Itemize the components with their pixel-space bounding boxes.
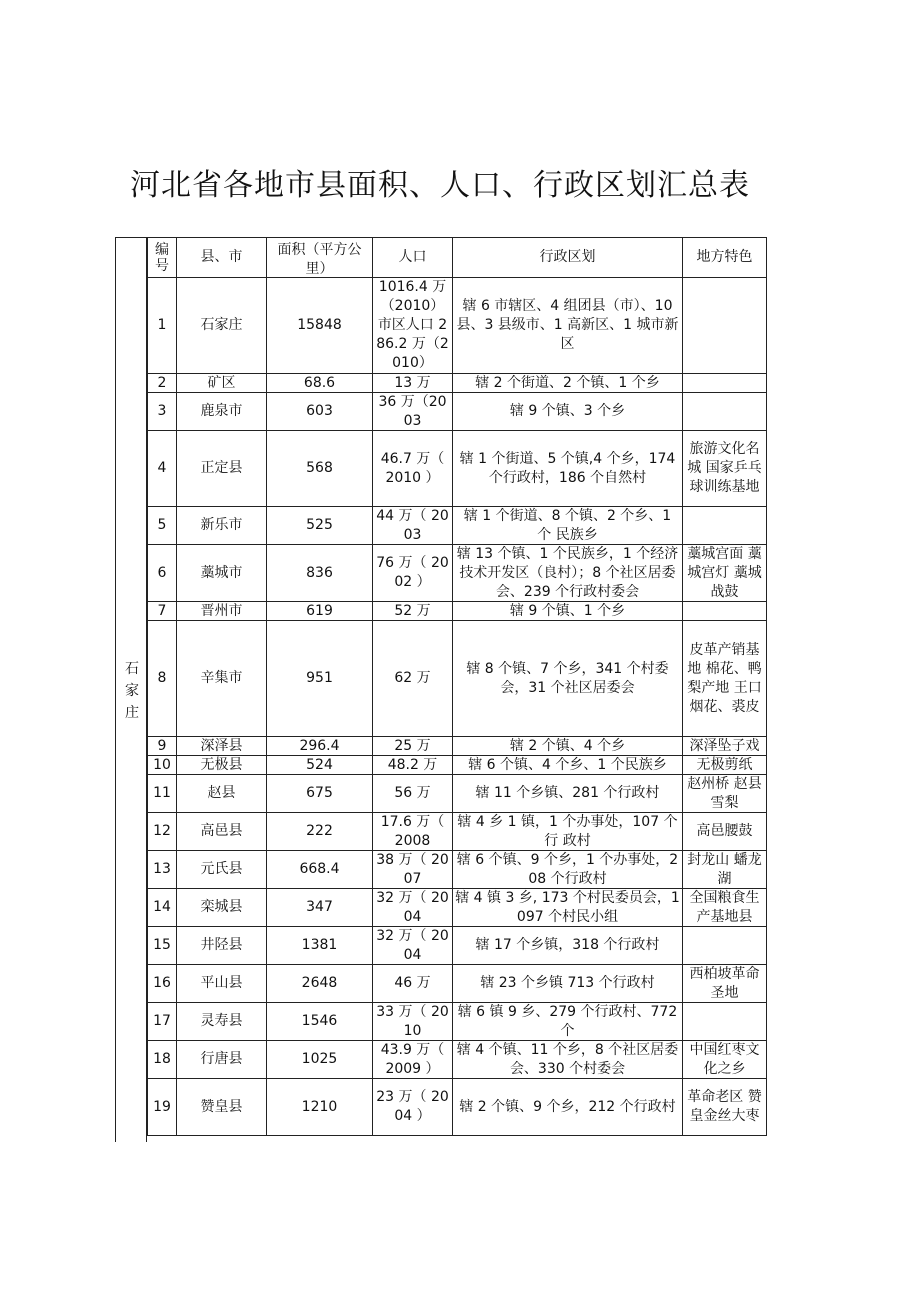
cell-feature-text: 赵州桥 赵县雪梨 <box>687 776 762 811</box>
cell-no-text: 2 <box>157 375 167 391</box>
table-row <box>148 737 767 756</box>
table-row <box>148 431 767 507</box>
cell-population-text: 33 万（ 2010 <box>376 1004 449 1039</box>
cell-area <box>267 431 373 507</box>
cell-area <box>267 927 373 965</box>
cell-area <box>267 737 373 756</box>
cell-division-text: 辖 1 个街道、8 个镇、2 个乡、1 个 民族乡 <box>463 508 672 543</box>
cell-area-text: 2648 <box>301 975 338 991</box>
cell-population-text: 52 万 <box>394 603 431 619</box>
cell-name-text: 平山县 <box>200 975 243 991</box>
cell-name-text: 行唐县 <box>200 1051 243 1067</box>
cell-name <box>177 1079 267 1136</box>
cell-division-text: 辖 6 镇 9 乡、279 个行政村、772 个 <box>457 1004 678 1039</box>
cell-no-text: 4 <box>157 460 167 476</box>
cell-no-text: 13 <box>153 861 171 877</box>
cell-no <box>148 621 177 737</box>
cell-no-text: 1 <box>157 317 167 333</box>
cell-population-text: 48.2 万 <box>387 757 438 773</box>
table-row <box>148 1079 767 1136</box>
cell-no <box>148 1079 177 1136</box>
cell-no <box>148 965 177 1003</box>
cell-no-text: 9 <box>157 738 167 754</box>
cell-division <box>453 393 683 431</box>
cell-population <box>373 431 453 507</box>
cell-feature <box>683 756 767 775</box>
cell-name <box>177 278 267 374</box>
cell-name-text: 深泽县 <box>200 738 243 754</box>
cell-population-text: 32 万（ 2004 <box>376 890 449 925</box>
header-feature: 地方特色 <box>683 238 767 278</box>
cell-population <box>373 1079 453 1136</box>
cell-population <box>373 965 453 1003</box>
cell-no-text: 18 <box>153 1051 171 1067</box>
cell-no <box>148 756 177 775</box>
cell-division <box>453 927 683 965</box>
cell-area <box>267 621 373 737</box>
cell-name <box>177 775 267 813</box>
cell-name-text: 辛集市 <box>200 670 243 686</box>
cell-population <box>373 813 453 851</box>
cell-no <box>148 278 177 374</box>
cell-feature-text: 皮革产销基地 棉花、鸭梨产地 王口烟花、裘皮 <box>687 641 762 715</box>
cell-no <box>148 927 177 965</box>
cell-population-text: 36 万（2003 <box>378 394 447 429</box>
cell-division-text: 辖 17 个乡镇，318 个行政村 <box>475 937 660 953</box>
cell-area-text: 15848 <box>297 317 342 333</box>
cell-population-text: 44 万（ 2003 <box>376 508 449 543</box>
cell-area-text: 524 <box>306 757 333 773</box>
cell-population-text: 38 万（ 2007 <box>376 852 449 887</box>
table-row <box>148 1041 767 1079</box>
cell-area-text: 619 <box>306 603 333 619</box>
cell-name-text: 灵寿县 <box>200 1013 243 1029</box>
cell-population-text: 46.7 万（ 2010 ） <box>380 450 445 486</box>
cell-division <box>453 621 683 737</box>
cell-no <box>148 393 177 431</box>
cell-area-text: 951 <box>306 670 333 686</box>
cell-population-text: 17.6 万（ 2008 <box>380 814 445 849</box>
cell-feature <box>683 1003 767 1041</box>
cell-no-text: 8 <box>157 670 167 686</box>
cell-no <box>148 1003 177 1041</box>
cell-population <box>373 851 453 889</box>
cell-population-text: 56 万 <box>394 785 431 801</box>
cell-area-text: 222 <box>306 823 333 839</box>
cell-population-text: 23 万（ 2004 ） <box>376 1089 449 1124</box>
cell-division <box>453 507 683 545</box>
cell-no <box>148 889 177 927</box>
cell-division-text: 辖 23 个乡镇 713 个行政村 <box>480 975 655 991</box>
table-row <box>148 621 767 737</box>
cell-name-text: 元氏县 <box>200 861 243 877</box>
cell-area-text: 347 <box>306 899 333 915</box>
cell-division-text: 辖 11 个乡镇、281 个行政村 <box>475 785 660 801</box>
cell-feature-text: 西柏坡革命圣地 <box>689 966 760 1001</box>
cell-no-text: 12 <box>153 823 171 839</box>
cell-division-text: 辖 6 个镇、9 个乡，1 个办事处，208 个行政村 <box>456 852 679 887</box>
cell-population <box>373 889 453 927</box>
cell-population <box>373 1003 453 1041</box>
cell-no <box>148 775 177 813</box>
cell-population <box>373 374 453 393</box>
cell-name-text: 正定县 <box>200 460 243 476</box>
cell-feature-text: 无极剪纸 <box>696 757 753 773</box>
cell-area <box>267 813 373 851</box>
cell-area <box>267 545 373 602</box>
cell-no-text: 10 <box>153 757 171 773</box>
cell-population-text: 43.9 万（ 2009 ） <box>380 1042 445 1077</box>
cell-name-text: 赞皇县 <box>200 1098 243 1115</box>
cell-name-text: 高邑县 <box>200 823 243 839</box>
cell-population-text: 76 万（ 2002 ） <box>376 555 449 590</box>
cell-feature-text: 全国粮食生产基地县 <box>689 890 760 925</box>
cell-division-text: 辖 1 个街道、5 个镇,4 个乡，174 个行政村，186 个自然村 <box>459 450 676 486</box>
cell-no-text: 6 <box>157 564 167 581</box>
cell-feature <box>683 1041 767 1079</box>
cell-no-text: 19 <box>153 1098 171 1115</box>
cell-division <box>453 889 683 927</box>
cell-feature-text: 封龙山 蟠龙湖 <box>687 852 762 887</box>
cell-no-text: 16 <box>153 975 171 991</box>
cell-name <box>177 1003 267 1041</box>
cell-no-text: 5 <box>157 517 167 533</box>
cell-division <box>453 756 683 775</box>
cell-division <box>453 737 683 756</box>
cell-name-text: 矿区 <box>207 375 236 391</box>
cell-area-text: 1546 <box>301 1013 338 1029</box>
cell-area <box>267 1041 373 1079</box>
table-row <box>148 813 767 851</box>
cell-division <box>453 431 683 507</box>
cell-division <box>453 374 683 393</box>
cell-population-text: 32 万（ 2004 <box>376 928 449 963</box>
table-row <box>148 1003 767 1041</box>
cell-name-text: 无极县 <box>200 757 243 773</box>
table-row <box>148 545 767 602</box>
cell-division <box>453 813 683 851</box>
cell-division-text: 辖 6 市辖区、4 组团县（市）、10 县、3 县级市、1 高新区、1 城市新区 <box>456 298 679 352</box>
cell-feature <box>683 965 767 1003</box>
cell-population <box>373 602 453 621</box>
cell-no <box>148 507 177 545</box>
cell-division-text: 辖 4 乡 1 镇，1 个办事处，107 个行 政村 <box>457 814 678 849</box>
cell-division-text: 辖 4 个镇、11 个乡，8 个社区居委会、330 个村委会 <box>456 1042 679 1077</box>
cell-name <box>177 1041 267 1079</box>
cell-feature-text: 藁城宫面 藁城宫灯 藁城战鼓 <box>687 546 762 600</box>
cell-name <box>177 965 267 1003</box>
cell-area <box>267 965 373 1003</box>
cell-feature <box>683 1079 767 1136</box>
cell-division <box>453 851 683 889</box>
city-label: 石 家 庄 <box>125 661 139 721</box>
cell-name-text: 栾城县 <box>200 899 243 915</box>
cell-feature-text: 革命老区 赞皇金丝大枣 <box>687 1089 762 1124</box>
cell-division-text: 辖 9 个镇、3 个乡 <box>509 403 626 419</box>
cell-feature <box>683 889 767 927</box>
cell-feature <box>683 621 767 737</box>
cell-name <box>177 507 267 545</box>
cell-division-text: 辖 4 镇 3 乡, 173 个村民委员会，1097 个村民小组 <box>455 890 680 925</box>
table-row <box>148 851 767 889</box>
cell-no <box>148 813 177 851</box>
cell-population <box>373 621 453 737</box>
cell-name-text: 赵县 <box>207 785 236 801</box>
cell-no-text: 17 <box>153 1013 171 1029</box>
header-area <box>267 238 373 278</box>
table-row <box>148 393 767 431</box>
cell-no <box>148 737 177 756</box>
cell-area <box>267 278 373 374</box>
cell-no <box>148 545 177 602</box>
table-row <box>148 602 767 621</box>
cell-population <box>373 927 453 965</box>
table-row <box>148 374 767 393</box>
cell-feature-text: 高邑腰鼓 <box>696 823 753 839</box>
table-row <box>148 507 767 545</box>
cell-division <box>453 602 683 621</box>
city-group-cell <box>115 237 147 1142</box>
cell-name <box>177 374 267 393</box>
cell-no <box>148 851 177 889</box>
cell-population <box>373 756 453 775</box>
cell-population <box>373 1041 453 1079</box>
cell-area-text: 668.4 <box>299 861 340 877</box>
cell-feature-text: 旅游文化名城 国家乒乓球训练基地 <box>687 441 762 495</box>
cell-population-text: 46 万 <box>394 975 431 991</box>
cell-name-text: 新乐市 <box>200 517 243 533</box>
cell-no-text: 11 <box>153 785 171 801</box>
cell-name <box>177 431 267 507</box>
cell-division-text: 辖 13 个镇、1 个民族乡，1 个经济技术开发区（良村）；8 个社区居委会、239 个行政村委会 <box>456 546 679 600</box>
cell-area <box>267 507 373 545</box>
cell-feature <box>683 278 767 374</box>
cell-feature <box>683 737 767 756</box>
cell-area-text: 836 <box>306 564 333 581</box>
cell-division <box>453 775 683 813</box>
cell-feature <box>683 393 767 431</box>
cell-no <box>148 374 177 393</box>
table-row <box>148 889 767 927</box>
cell-name <box>177 927 267 965</box>
header-population: 人口 <box>373 238 453 278</box>
cell-area <box>267 602 373 621</box>
cell-name-text: 石家庄 <box>200 317 243 333</box>
cell-feature <box>683 374 767 393</box>
cell-division-text: 辖 6 个镇、4 个乡、1 个民族乡 <box>468 757 667 773</box>
cell-name-text: 藁城市 <box>200 564 243 581</box>
cell-population <box>373 545 453 602</box>
cell-division-text: 辖 9 个镇、1 个乡 <box>509 603 626 619</box>
cell-no-text: 3 <box>157 403 167 419</box>
cell-division-text: 辖 8 个镇、7 个乡，341 个村委会，31 个社区居委会 <box>466 660 669 696</box>
cell-feature <box>683 813 767 851</box>
cell-population-text: 62 万 <box>394 670 431 686</box>
cell-name <box>177 889 267 927</box>
cell-name <box>177 737 267 756</box>
cell-feature-text: 中国红枣文化之乡 <box>689 1042 760 1077</box>
cell-feature <box>683 545 767 602</box>
table-row <box>148 278 767 374</box>
cell-name <box>177 621 267 737</box>
cell-area-text: 525 <box>306 517 333 533</box>
cell-no <box>148 1041 177 1079</box>
header-row <box>148 238 767 278</box>
cell-division <box>453 1003 683 1041</box>
cell-area-text: 568 <box>306 460 333 476</box>
cell-area <box>267 1079 373 1136</box>
cell-division <box>453 545 683 602</box>
cell-population <box>373 775 453 813</box>
cell-name-text: 井陉县 <box>200 937 243 953</box>
cell-area <box>267 1003 373 1041</box>
cell-feature-text: 深泽坠子戏 <box>689 738 760 754</box>
cell-name <box>177 545 267 602</box>
cell-no-text: 14 <box>153 899 171 915</box>
cell-area <box>267 756 373 775</box>
cell-area <box>267 775 373 813</box>
cell-name-text: 鹿泉市 <box>200 403 243 419</box>
cell-name <box>177 756 267 775</box>
summary-table <box>147 237 767 1136</box>
cell-population <box>373 507 453 545</box>
cell-area-text: 1025 <box>301 1051 338 1067</box>
cell-population <box>373 737 453 756</box>
header-no: 编号 <box>148 238 177 278</box>
header-division: 行政区划 <box>453 238 683 278</box>
cell-division <box>453 965 683 1003</box>
cell-area <box>267 851 373 889</box>
cell-feature <box>683 602 767 621</box>
cell-area-text: 1381 <box>301 937 338 953</box>
cell-no-text: 7 <box>157 603 167 619</box>
cell-division-text: 辖 2 个镇、4 个乡 <box>509 738 626 754</box>
cell-name <box>177 813 267 851</box>
cell-population <box>373 278 453 374</box>
cell-area-text: 603 <box>306 403 333 419</box>
header-area-label: 面积（平方公里） <box>277 241 362 275</box>
cell-population-text: 1016.4 万（2010）市区人口 286.2 万（2010） <box>376 279 449 371</box>
cell-division-text: 辖 2 个镇、9 个乡，212 个行政村 <box>459 1098 676 1115</box>
cell-area-text: 675 <box>306 785 333 801</box>
cell-area <box>267 393 373 431</box>
cell-area <box>267 374 373 393</box>
header-name: 县、市 <box>177 238 267 278</box>
cell-division <box>453 1079 683 1136</box>
table-row <box>148 965 767 1003</box>
cell-feature <box>683 851 767 889</box>
document-title: 河北省各地市县面积、人口、行政区划汇总表 <box>130 168 750 203</box>
cell-no <box>148 602 177 621</box>
cell-name <box>177 851 267 889</box>
cell-division <box>453 278 683 374</box>
cell-name <box>177 602 267 621</box>
cell-division <box>453 1041 683 1079</box>
table-row <box>148 927 767 965</box>
cell-division-text: 辖 2 个街道、2 个镇、1 个乡 <box>475 375 660 391</box>
cell-area-text: 1210 <box>301 1098 338 1115</box>
cell-feature <box>683 775 767 813</box>
cell-population <box>373 393 453 431</box>
cell-area-text: 68.6 <box>303 375 336 391</box>
cell-population-text: 13 万 <box>394 375 431 391</box>
cell-name-text: 晋州市 <box>200 603 243 619</box>
cell-name <box>177 393 267 431</box>
cell-no-text: 15 <box>153 937 171 953</box>
cell-feature <box>683 927 767 965</box>
cell-no <box>148 431 177 507</box>
cell-area-text: 296.4 <box>299 738 340 754</box>
cell-population-text: 25 万 <box>394 738 431 754</box>
cell-area <box>267 889 373 927</box>
cell-feature <box>683 431 767 507</box>
table-row <box>148 775 767 813</box>
cell-feature <box>683 507 767 545</box>
table-row <box>148 756 767 775</box>
